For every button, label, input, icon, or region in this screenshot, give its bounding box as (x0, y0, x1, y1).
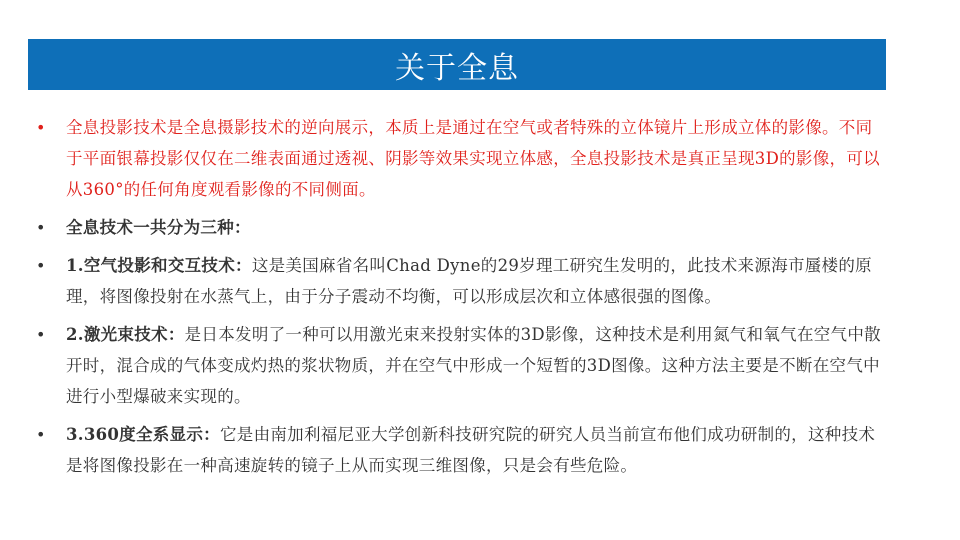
slide-title: 关于全息 (395, 50, 519, 86)
display-360-paragraph (66, 419, 886, 481)
list-item-360-display (36, 419, 886, 481)
display-360-heading: 3.360度全系显示： (66, 425, 220, 444)
list-item-intro (36, 112, 886, 205)
bullet-icon: • (36, 118, 46, 137)
bullet-icon: • (36, 425, 46, 444)
display-360-text: 它是由南加利福尼亚大学创新科技研究院的研究人员当前宣布他们成功研制的，这种技术是将图像投影在一种高速旋转的镜子上从而实现三维图像，只是会有些危险。 (66, 425, 876, 475)
laser-beam-text: 是日本发明了一种可以用激光束来投射实体的3D影像，这种技术是利用氮气和氧气在空气中散开时，混合成的气体变成灼热的浆状物质，并在空气中形成一个短暂的3D图像。这种方法主要是不断在空气中进行小型爆破来实现的。 (66, 325, 881, 406)
list-item-air-projection (36, 250, 886, 312)
air-projection-text: 这是美国麻省名叫Chad Dyne的29岁理工研究生发明的，此技术来源海市蜃楼的原理，将图像投射在水蒸气上，由于分子震动不均衡，可以形成层次和立体感很强的图像。 (66, 256, 872, 306)
title-bar (28, 39, 886, 90)
list-item-laser-beam (36, 319, 886, 412)
laser-beam-paragraph (66, 319, 886, 412)
air-projection-heading: 1.空气投影和交互技术： (66, 256, 252, 275)
bullet-list (36, 112, 886, 488)
intro-text: 全息投影技术是全息摄影技术的逆向展示，本质上是通过在空气或者特殊的立体镜片上形成立体的影像。不同于平面银幕投影仅仅在二维表面通过透视、阴影等效果实现立体感，全息投影技术是真正呈现3D的影像，可以从360°的任何角度观看影像的不同侧面。 (66, 118, 880, 199)
bullet-icon: • (36, 218, 46, 237)
bullet-icon: • (36, 256, 46, 275)
laser-beam-heading: 2.激光束技术： (66, 325, 185, 344)
air-projection-paragraph (66, 250, 886, 312)
list-item-categories (36, 212, 886, 243)
categories-heading: 全息技术一共分为三种： (66, 218, 251, 237)
bullet-icon: • (36, 325, 46, 344)
